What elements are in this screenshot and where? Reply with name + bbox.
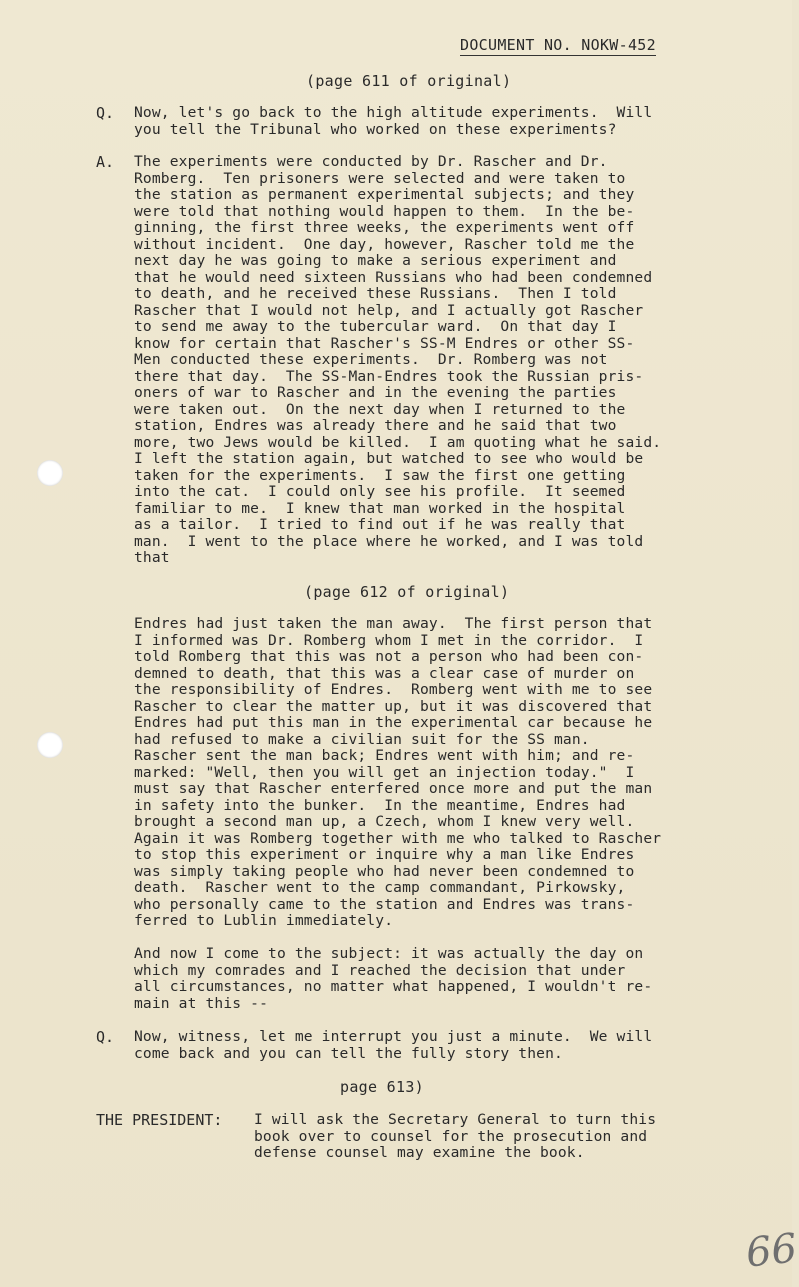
text-line: taken for the experiments. I saw the first one getting [134,466,626,484]
text-line: Endres had just taken the man away. The first person that [134,615,653,632]
text-line: Rascher sent the man back; Endres went with him; and re- [134,747,635,764]
text-line: marked: "Well, then you will get an injection today." I [134,763,635,781]
page-marker-612: (page 612 of original) [304,583,510,601]
text-line: more, two Jews would be killed. I am quoting what he said. [134,433,662,451]
text-line: death. Rascher went to the camp commandant, Pirkowsky, [134,879,626,896]
text-line: were taken out. On the next day when I returned to the [134,400,626,418]
answer-1-text [134,154,734,567]
text-line: Romberg. Ten prisoners were selected and were taken to [134,169,626,187]
text-line: ferred to Lublin immediately. [134,912,394,929]
text-line: which my comrades and I reached the decision that under [134,961,626,979]
text-line: come back and you can tell the fully story then. [134,1044,563,1062]
text-line: had refused to make a civilian suit for the SS man. [134,730,590,748]
punch-hole-lower [37,732,63,758]
question-2-text [134,1029,734,1062]
text-line: to send me away to the tubercular ward. On that day I [134,318,617,335]
president-statement [254,1112,724,1162]
document-number: DOCUMENT NO. NOKW-452 [460,36,656,54]
answer-label-1: A. [96,153,115,171]
question-label-1: Q. [96,104,115,122]
text-line: defense counsel may examine the book. [254,1144,585,1161]
text-line: demned to death, that this was a clear case of murder on [134,664,635,682]
text-line: I will ask the Secretary General to turn this [254,1111,657,1128]
text-line: Again it was Romberg together with me who talked to Rascher [134,829,662,847]
text-line: Endres had put this man in the experimental car because he [134,714,653,731]
text-line: next day he was going to make a serious experiment and [134,252,617,269]
text-line: without incident. One day, however, Rascher told me the [134,235,635,253]
text-line: Rascher to clear the matter up, but it was discovered that [134,697,653,715]
text-line: I informed was Dr. Romberg whom I met in the corridor. I [134,631,644,649]
text-line: book over to counsel for the prosecution and [254,1127,648,1145]
text-line: to death, and he received these Russians. Then I told [134,285,617,302]
text-line: familiar to me. I knew that man worked in the hospital [134,499,626,517]
text-line: to stop this experiment or inquire why a man like Endres [134,846,635,863]
text-line: And now I come to the subject: it was actually the day on [134,945,644,962]
text-line: that he would need sixteen Russians who had been condemned [134,268,653,286]
text-line: oners of war to Rascher and in the evening the parties [134,384,617,401]
text-line: station, Endres was already there and he said that two [134,417,617,434]
text-line: brought a second man up, a Czech, whom I knew very well. [134,813,635,830]
text-line: all circumstances, no matter what happened, I wouldn't re- [134,978,653,995]
punch-hole-upper [37,460,63,486]
text-line: as a tailor. I tried to find out if he was really that [134,516,626,533]
text-line: ginning, the first three weeks, the experiments went off [134,219,635,236]
president-speaker-label: THE PRESIDENT: [96,1111,223,1129]
page-marker-611: (page 611 of original) [306,72,512,90]
text-line: that [134,549,170,566]
text-line: who personally came to the station and Endres was trans- [134,895,635,913]
answer-1-final-text [134,946,734,1012]
text-line: know for certain that Rascher's SS-M Endres or other SS- [134,334,635,352]
text-line: the responsibility of Endres. Romberg went with me to see [134,681,653,698]
text-line: you tell the Tribunal who worked on these experiments? [134,120,617,138]
text-line: told Romberg that this was not a person who had been con- [134,648,644,665]
page-marker-613: page 613) [340,1078,424,1096]
handwritten-page-number: 66 [743,1225,799,1277]
text-line: in safety into the bunker. In the meantime, Endres had [134,796,626,814]
text-line: Men conducted these experiments. Dr. Romberg was not [134,351,608,368]
text-line: The experiments were conducted by Dr. Rascher and Dr. [134,153,608,170]
text-line: the station as permanent experimental subjects; and they [134,186,635,203]
text-line: into the cat. I could only see his profile. It seemed [134,483,626,500]
text-line: must say that Rascher enterfered once more and put the man [134,780,653,797]
text-line: was simply taking people who had never been condemned to [134,862,635,880]
text-line: Now, witness, let me interrupt you just a minute. We will [134,1028,653,1045]
text-line: main at this -- [134,994,269,1012]
text-line: man. I went to the place where he worked, and I was told [134,532,644,550]
question-label-2: Q. [96,1028,115,1046]
text-line: Now, let's go back to the high altitude experiments. Will [134,104,653,121]
text-line: Rascher that I would not help, and I actually got Rascher [134,301,644,319]
text-line: there that day. The SS-Man-Endres took the Russian pris- [134,367,644,385]
text-line: I left the station again, but watched to see who would be [134,450,644,467]
question-1-text [134,105,734,138]
answer-1-continued-text [134,616,734,930]
text-line: were told that nothing would happen to them. In the be- [134,202,635,220]
